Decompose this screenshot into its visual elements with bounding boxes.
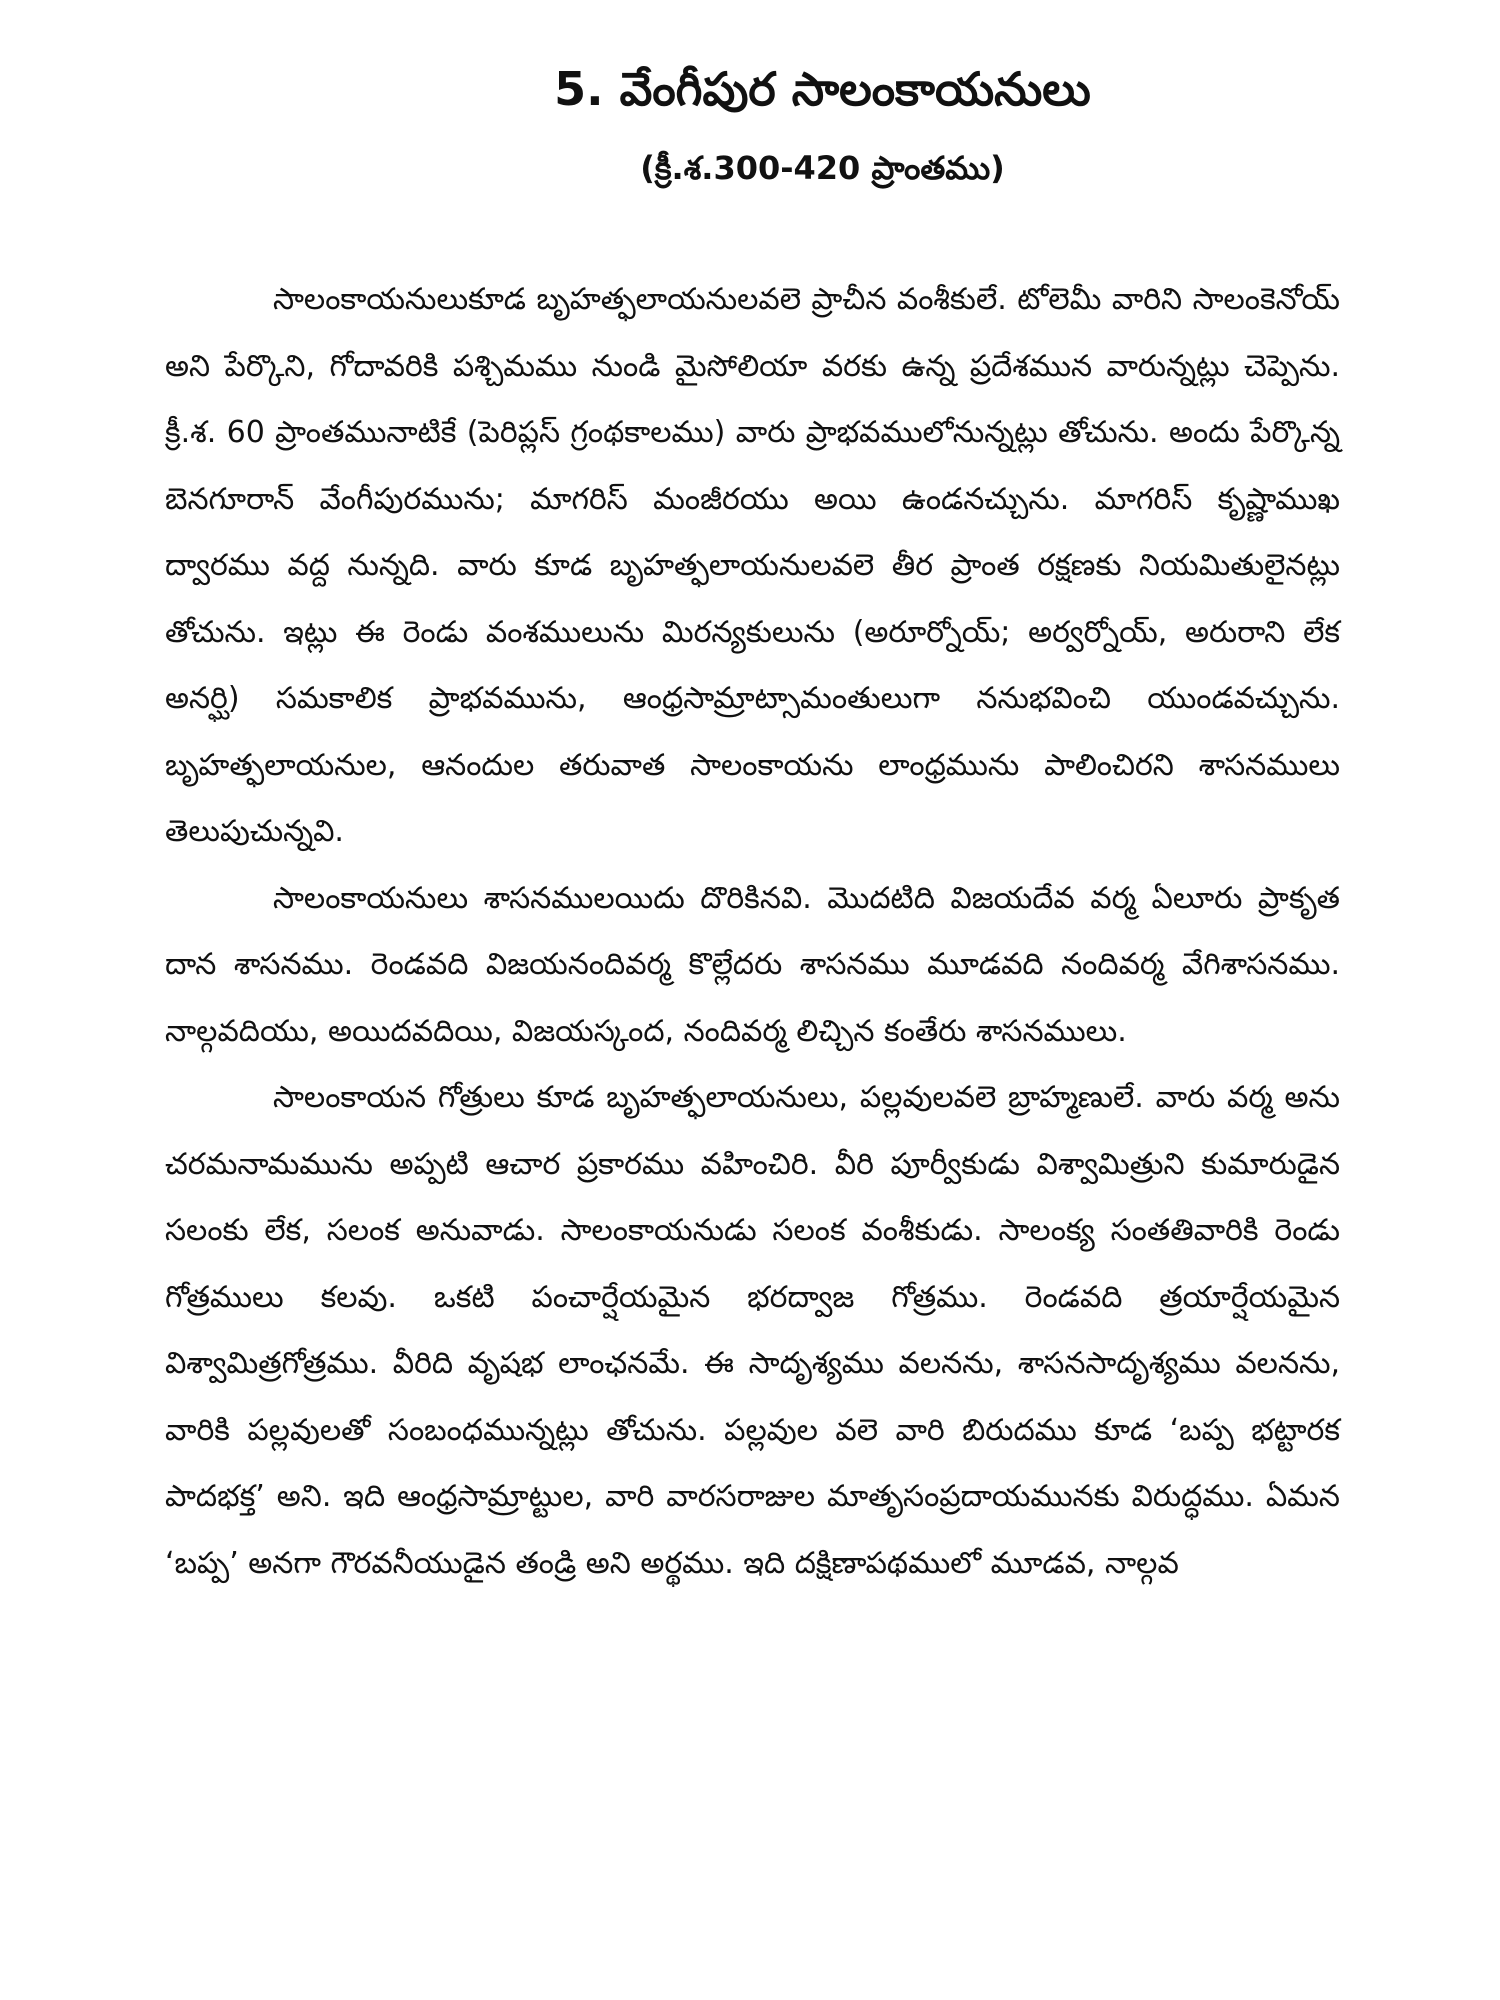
page-title: 5. వేంగీపుర సాలంకాయనులు xyxy=(554,62,1091,116)
page-subtitle: (క్రీ.శ.300-420 ప్రాంతము) xyxy=(640,148,1005,187)
paragraph-1: సాలంకాయనులుకూడ బృహత్ఫలాయనులవలె ప్రాచీన వంశీకులే. టోలెమీ వారిని సాలంకెనోయ్ అని పేర్కొని, గోదావరికి పశ్చిమము నుండి మైసోలియా వరకు ఉన్న ప్రదేశమున వారున్నట్లు చెప్పెను. క్రీ.శ. 60 ప్రాంతమునాటికే (పెరిప్లస్ గ్రంథకాలము) వారు ప్రాభవములోనున్నట్లు తోచును. అందు పేర్కొన్న బెనగూరాన్ వేంగీపురమును; మాగరిస్ మంజీరయు అయి ఉండనచ్చును. మాగరిస్ కృష్ణాముఖ ద్వారము వద్ద నున్నది. వారు కూడ బృహత్ఫలాయనులవలె తీర ప్రాంత రక్షణకు నియమితులైనట్లు తోచును. ఇట్లు ఈ రెండు వంశములును మిరన్యకులును (అరూర్నోయ్; అర్వర్నోయ్, అరురాని లేక అనర్ఘి) సమకాలిక ప్రాభవమును, ఆంధ్రసామ్రాట్సామంతులుగా ననుభవించి యుండవచ్చును. బృహత్ఫలాయనుల, ఆనందుల తరువాత సాలంకాయను లాంధ్రమును పాలించిరని శాసనములు తెలుపుచున్నవి. xyxy=(165,282,1340,850)
body-text xyxy=(165,267,1340,1597)
paragraph-2: సాలంకాయనులు శాసనములయిదు దొరికినవి. మొదటిది విజయదేవ వర్మ ఏలూరు ప్రాకృత దాన శాసనము. రెండవది విజయనందివర్మ కొల్లేదరు శాసనము మూడవది నందివర్మ వేగిశాసనము. నాల్గవదియు, అయిదవదియి, విజయస్కంద, నందివర్మ లిచ్చిన కంతేరు శాసనములు. xyxy=(165,880,1340,1049)
paragraph-3: సాలంకాయన గోత్రులు కూడ బృహత్ఫలాయనులు, పల్లవులవలె బ్రాహ్మణులే. వారు వర్మ అను చరమనామమును అప్పటి ఆచార ప్రకారము వహించిరి. వీరి పూర్వీకుడు విశ్వామిత్రుని కుమారుడైన సలంకు లేక, సలంక అనువాడు. సాలంకాయనుడు సలంక వంశీకుడు. సాలంక్య సంతతివారికి రెండు గోత్రములు కలవు. ఒకటి పంచార్షేయమైన భరద్వాజ గోత్రము. రెండవది త్రయార్షేయమైన విశ్వామిత్రగోత్రము. వీరిది వృషభ లాంఛనమే. ఈ సాదృశ్యము వలనను, శాసనసాదృశ్యము వలనను, వారికి పల్లవులతో సంబంధమున్నట్లు తోచును. పల్లవుల వలె వారి బిరుదము కూడ ‘బప్ప భట్టారక పాదభక్త’ అని. ఇది ఆంధ్రసామ్రాట్టుల, వారి వారసరాజుల మాతృసంప్రదాయమునకు విరుద్ధము. ఏమన ‘బప్ప’ అనగా గౌరవనీయుడైన తండ్రి అని అర్థము. ఇది దక్షిణాపథములో మూడవ, నాల్గవ xyxy=(165,1080,1340,1581)
